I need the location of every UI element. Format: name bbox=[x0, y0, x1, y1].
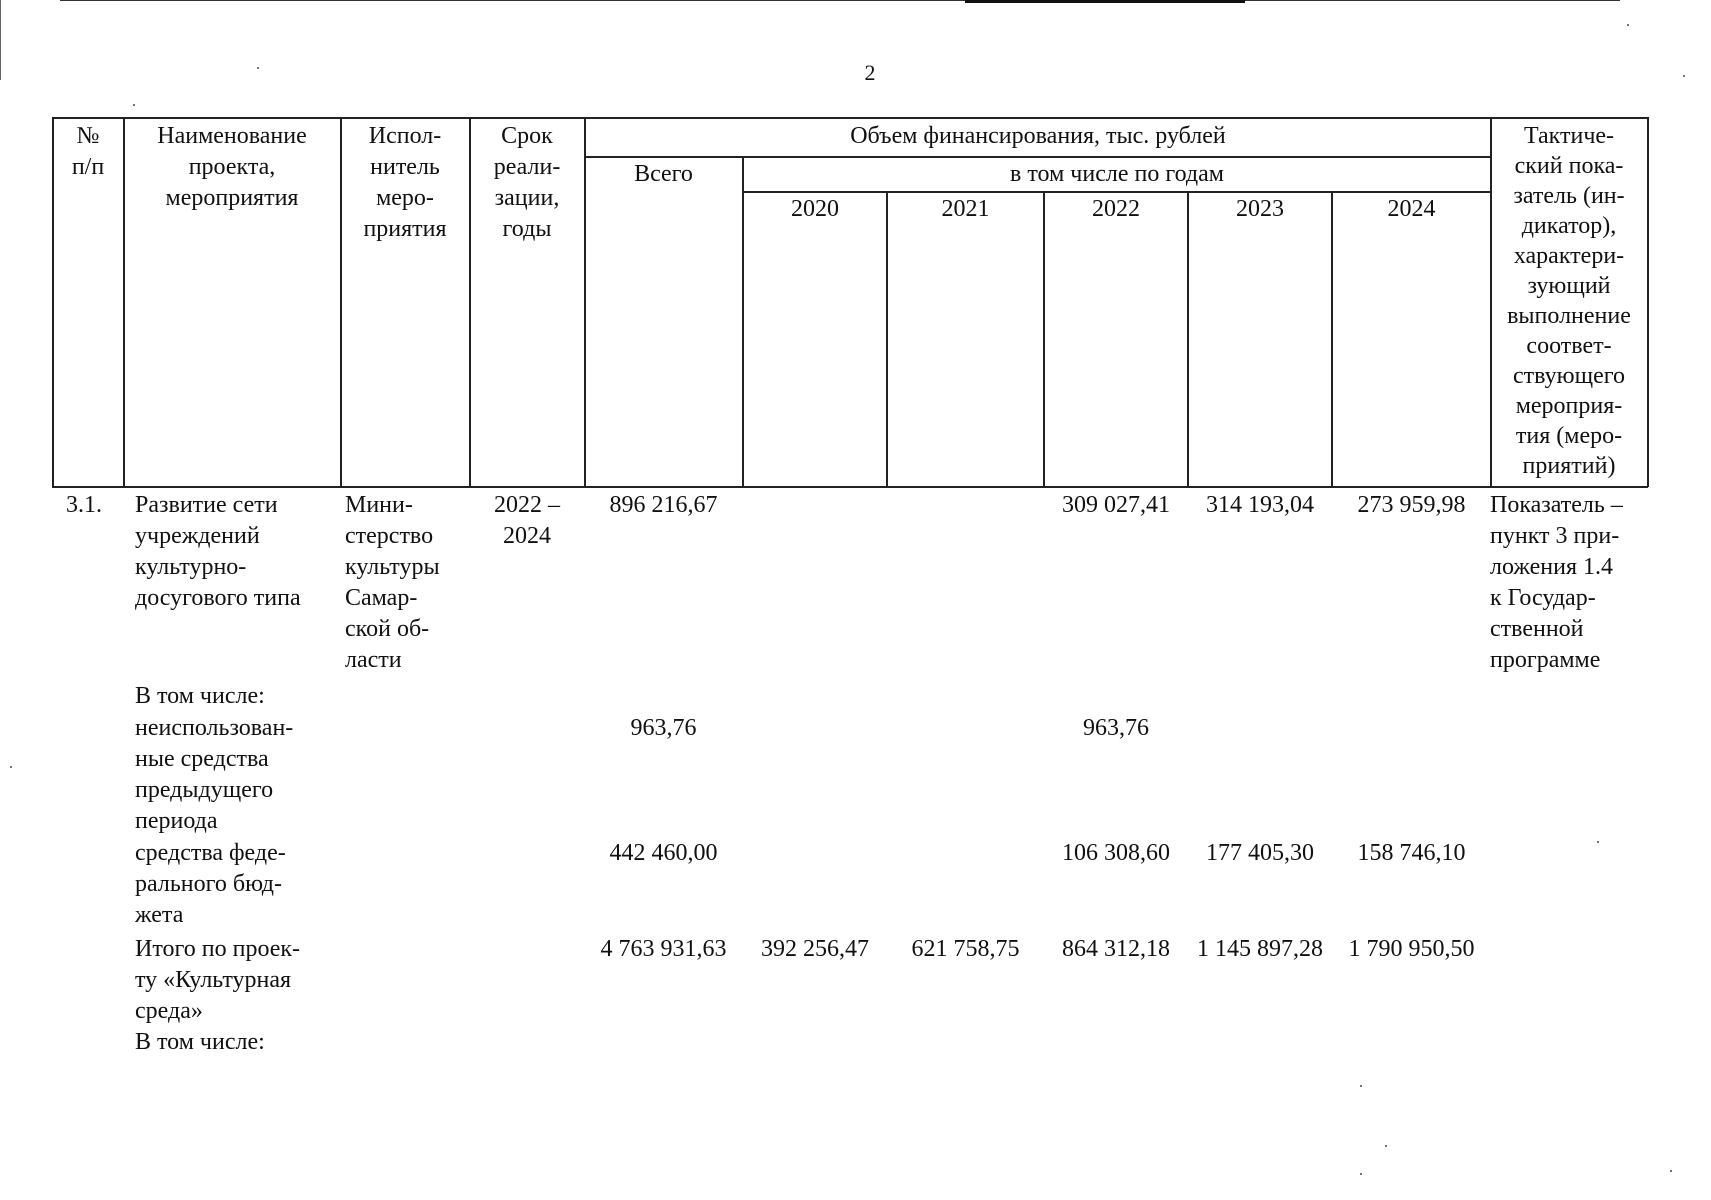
scan-speck bbox=[133, 104, 135, 106]
row-year-2022: 309 027,41 bbox=[1062, 492, 1170, 518]
row-year-2022: 864 312,18 bbox=[1062, 936, 1170, 962]
scan-speck bbox=[1360, 1085, 1362, 1087]
scan-left-border bbox=[0, 0, 1, 80]
by-years-divider bbox=[742, 191, 1491, 193]
header-col-line bbox=[1647, 117, 1649, 487]
document-page: 2 № п/п Наименование проекта, мероприятия Испол- нитель меро- приятия Срок реали- зации, годы Объем финансирования, тыс. рублей Всего в том числе по годам 2020 2021 2022 2023 2024 Тактиче- ский пока- затель (ин- дикатор), характери- зующий выполнение соответ- ствующего мероприя- тия (меро- приятий) 3.1. Развитие сети учреждений культурно- досугового типа Мини- стерство культуры Самар- ской об- ласти 2022 – 2024 896 216,67 309 027,41 314 193,04 273 959,98 Показатель – пункт 3 при- ложения 1.4 к Государ- ственной программе В том числе: неиспользован- ные средства предыдущего периода 963,76 963,76 средства феде- рального бюд- жета 442 460,00 106 308,60 177 405,30 158 746,10 Итого по проек- ту «Культурная среда» 4 763 931,63 392 256,47 621 758,75 864 312,18 1 145 897,28 1 790 950,50 В том числе: bbox=[0, 0, 1711, 1200]
row-name: В том числе: bbox=[135, 1029, 265, 1055]
header-col-line bbox=[886, 191, 888, 487]
row-total: 4 763 931,63 bbox=[600, 936, 727, 962]
row-year-2020: 392 256,47 bbox=[761, 936, 869, 962]
scan-speck bbox=[1385, 1145, 1387, 1147]
header-year-2021: 2021 bbox=[941, 196, 990, 222]
page-number: 2 bbox=[864, 60, 876, 85]
header-col-line bbox=[1187, 191, 1189, 487]
header-total: Всего bbox=[634, 161, 693, 187]
scan-speck bbox=[257, 67, 259, 69]
row-year-2021: 621 758,75 bbox=[911, 936, 1020, 962]
scan-speck bbox=[10, 766, 12, 768]
row-total: 442 460,00 bbox=[609, 840, 718, 866]
header-col-line bbox=[1331, 191, 1333, 487]
header-year-2020: 2020 bbox=[791, 196, 839, 222]
header-funding-title: Объем финансирования, тыс. рублей bbox=[850, 123, 1226, 149]
header-col-line bbox=[1043, 191, 1045, 487]
scan-speck bbox=[1360, 1173, 1362, 1175]
header-year-2023: 2023 bbox=[1236, 196, 1284, 222]
header-bottom-border bbox=[52, 486, 1648, 488]
scan-speck bbox=[1670, 1170, 1672, 1172]
row-total: 963,76 bbox=[630, 715, 697, 741]
funding-title-divider bbox=[584, 156, 1491, 158]
row-year-2024: 273 959,98 bbox=[1357, 492, 1466, 518]
scan-top-border bbox=[60, 0, 1620, 1]
table-top-border bbox=[52, 117, 1648, 119]
header-year-2022: 2022 bbox=[1092, 196, 1140, 222]
scan-speck bbox=[1597, 841, 1599, 843]
row-year-2023: 314 193,04 bbox=[1206, 492, 1314, 518]
scan-speck bbox=[1627, 24, 1629, 26]
row-year-2024: 1 790 950,50 bbox=[1348, 936, 1475, 962]
row-year-2024: 158 746,10 bbox=[1357, 840, 1466, 866]
row-year-2022: 963,76 bbox=[1083, 715, 1149, 741]
row-year-2023: 1 145 897,28 bbox=[1197, 936, 1323, 962]
scan-speck bbox=[1683, 75, 1685, 77]
header-by-years: в том числе по годам bbox=[1010, 161, 1224, 187]
row-year-2023: 177 405,30 bbox=[1206, 840, 1314, 866]
row-total: 896 216,67 bbox=[609, 492, 718, 518]
scan-top-mark bbox=[965, 0, 1245, 3]
row-num: 3.1. bbox=[66, 492, 102, 518]
header-year-2024: 2024 bbox=[1387, 196, 1436, 222]
row-name: В том числе: bbox=[135, 683, 265, 709]
row-year-2022: 106 308,60 bbox=[1062, 840, 1170, 866]
